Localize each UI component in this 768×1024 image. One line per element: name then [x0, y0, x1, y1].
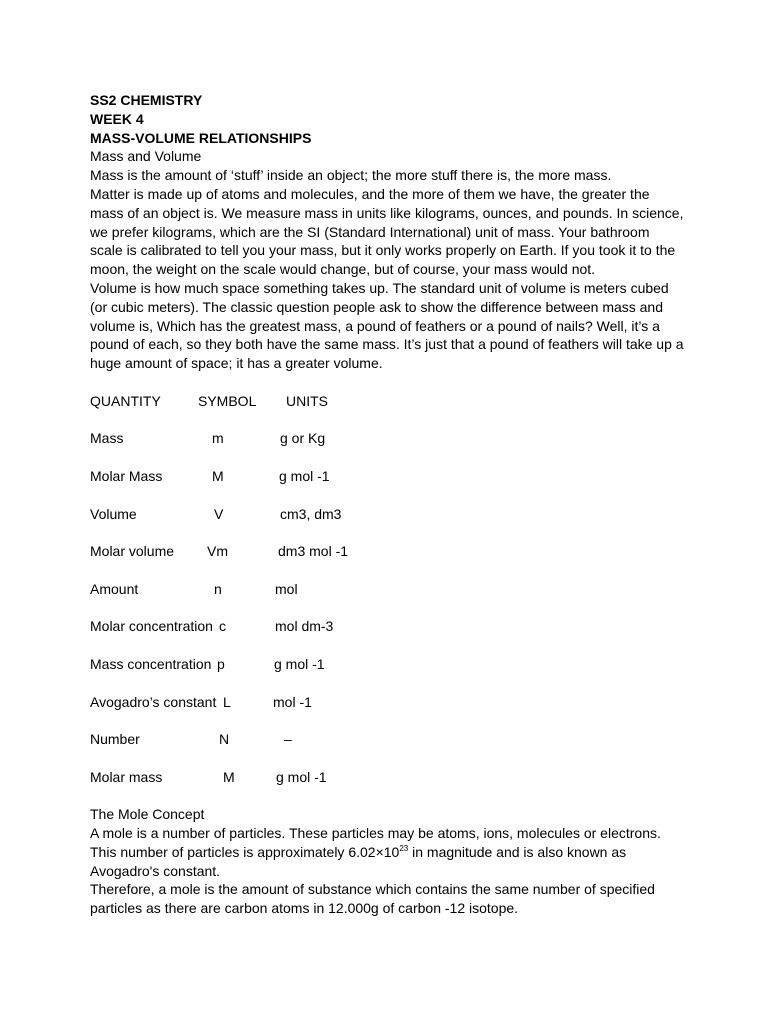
avogadro-text-after: in magnitude and is also known as [408, 843, 627, 860]
paragraph-line: moon, the weight on the scale would change, but of course, your mass would not. [90, 261, 596, 278]
week-heading: WEEK 4 [90, 110, 144, 127]
table-row [90, 730, 690, 749]
section-title-mole-concept: The Mole Concept [90, 806, 205, 823]
symbol-cell: N [219, 731, 230, 748]
paragraph-line: (or cubic meters). The classic question people ask to show the difference between mass and [90, 298, 664, 315]
paragraph-line: we prefer kilograms, which are the SI (Standard International) unit of mass. Your bathroom [90, 223, 650, 240]
quantity-cell: Amount [90, 580, 139, 597]
paragraph-line: Therefore, a mole is the amount of substance which contains the same number of specified [90, 881, 655, 898]
symbol-cell: c [219, 618, 226, 635]
paragraph-line: mass of an object is. We measure mass in units like kilograms, ounces, and pounds. In science, [90, 204, 684, 221]
quantity-cell: Molar concentration [90, 618, 213, 635]
units-cell: mol dm-3 [275, 618, 334, 635]
header-quantity: QUANTITY [90, 392, 161, 409]
topic-heading: MASS-VOLUME RELATIONSHIPS [90, 129, 312, 146]
paragraph-line: Avogadro's constant. [90, 862, 221, 879]
paragraph-line: scale is calibrated to tell you your mass, but it only works properly on Earth. If you took it to the [90, 242, 676, 259]
quantity-cell: Volume [90, 505, 137, 522]
quantity-cell: Mass [90, 430, 124, 447]
symbol-cell: m [212, 430, 224, 447]
table-row [90, 505, 690, 524]
table-row [90, 429, 690, 448]
table-row [90, 467, 690, 486]
symbol-cell: M [223, 768, 235, 785]
quantity-cell: Mass concentration [90, 655, 212, 672]
units-cell: g or Kg [280, 430, 326, 447]
units-cell: g mol -1 [279, 467, 330, 484]
paragraph-line-with-superscript [90, 843, 690, 862]
units-cell: – [284, 731, 292, 748]
units-cell: g mol -1 [274, 655, 325, 672]
avogadro-exponent: 23 [399, 843, 409, 853]
table-row [90, 655, 690, 674]
units-cell: mol -1 [273, 693, 312, 710]
units-cell: g mol -1 [276, 768, 327, 785]
symbol-cell: p [217, 655, 225, 672]
avogadro-text-before: This number of particles is approximately 6.02×10 [90, 843, 400, 860]
symbol-cell: L [223, 693, 231, 710]
paragraph-line: Mass is the amount of ‘stuff’ inside an object; the more stuff there is, the more mass. [90, 167, 612, 184]
units-cell: cm3, dm3 [280, 505, 342, 522]
header-symbol: SYMBOL [198, 392, 257, 409]
paragraph-line: Matter is made up of atoms and molecules, and the more of them we have, the greater the [90, 185, 650, 202]
symbol-cell: Vm [207, 543, 228, 560]
symbol-cell: M [212, 467, 224, 484]
paragraph-line: volume is, Which has the greatest mass, a pound of feathers or a pound of nails? Well, it’s a [90, 317, 660, 334]
table-header-row [90, 392, 690, 411]
units-cell: mol [275, 580, 298, 597]
paragraph-line: A mole is a number of particles. These particles may be atoms, ions, molecules or electrons. [90, 825, 661, 842]
paragraph-line: huge amount of space; it has a greater volume. [90, 355, 383, 372]
quantity-cell: Avogadro’s constant [90, 693, 217, 710]
header-units: UNITS [286, 392, 328, 409]
table-row [90, 768, 690, 787]
quantity-cell: Molar volume [90, 543, 175, 560]
paragraph-line: pound of each, so they both have the same mass. It’s just that a pound of feathers will take up a [90, 336, 684, 353]
table-row [90, 693, 690, 712]
document-page [90, 91, 690, 918]
symbol-cell: V [214, 505, 224, 522]
paragraph-line: particles as there are carbon atoms in 12.000g of carbon -12 isotope. [90, 900, 519, 917]
table-row [90, 580, 690, 599]
symbol-cell: n [214, 580, 222, 597]
units-cell: dm3 mol -1 [278, 543, 349, 560]
section-title-mass-volume: Mass and Volume [90, 148, 202, 165]
quantity-cell: Molar mass [90, 768, 163, 785]
table-row [90, 617, 690, 636]
course-heading: SS2 CHEMISTRY [90, 92, 203, 108]
table-row [90, 542, 690, 561]
quantity-cell: Number [90, 731, 140, 748]
paragraph-line: Volume is how much space something takes up. The standard unit of volume is meters cubed [90, 279, 669, 296]
quantity-cell: Molar Mass [90, 467, 163, 484]
